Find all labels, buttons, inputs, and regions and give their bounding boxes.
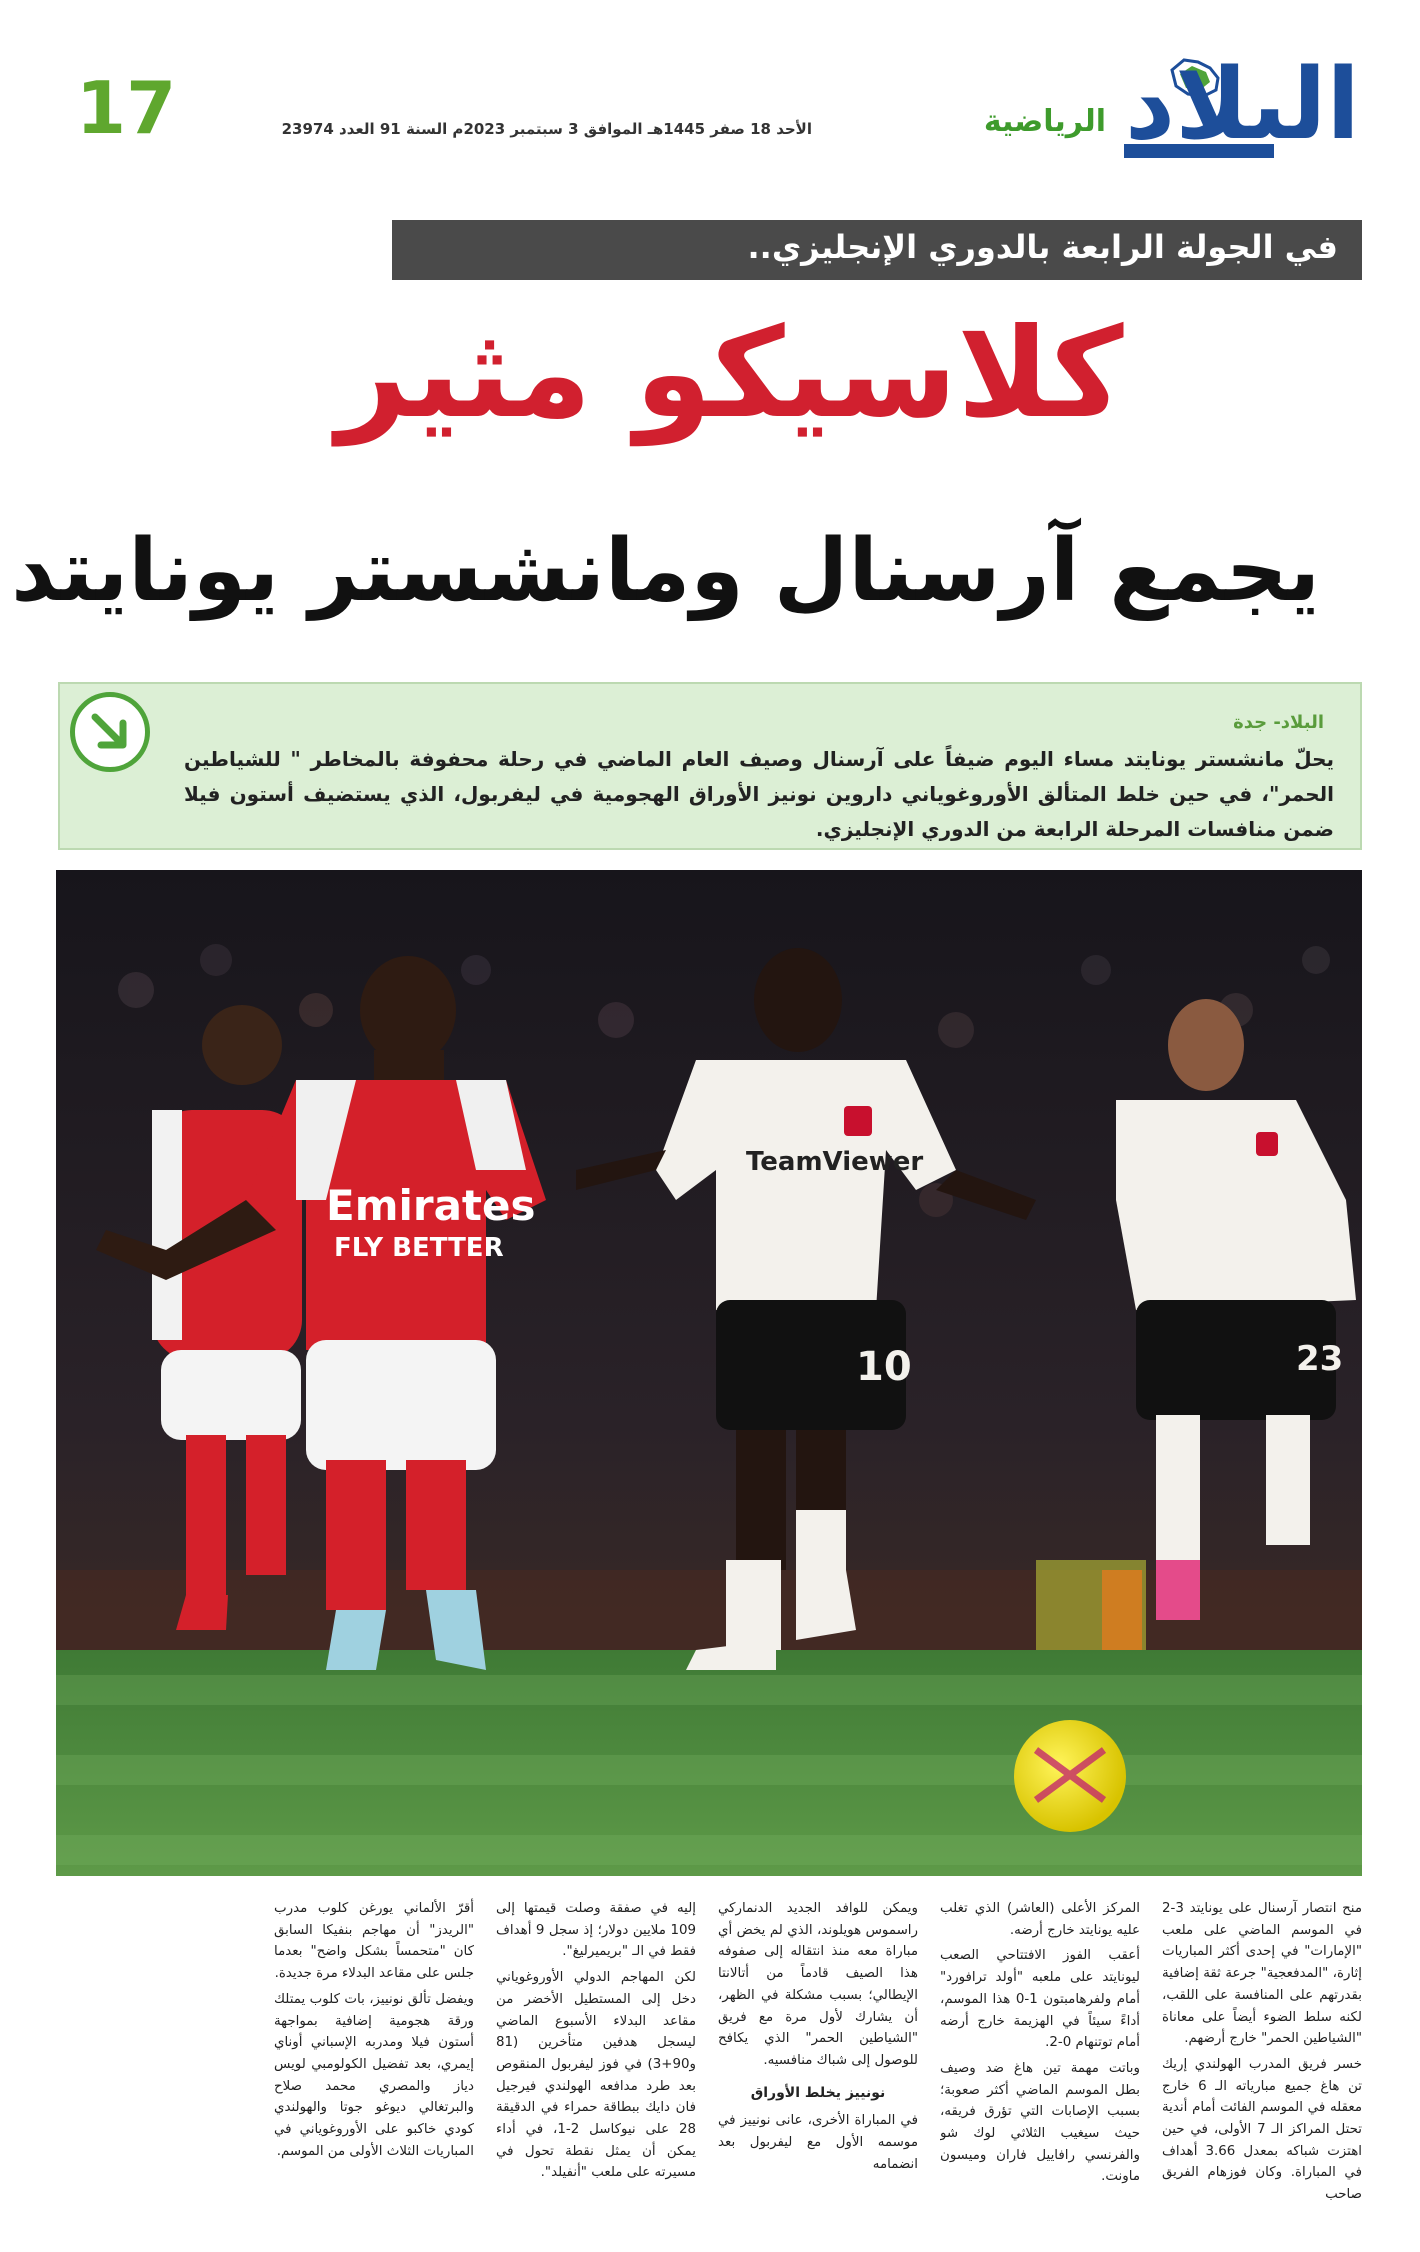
article-column-2 <box>940 1898 1140 2238</box>
paragraph: المركز الأعلى (العاشر) الذي تغلب عليه يونايتد خارج أرضه. <box>940 1901 1140 1938</box>
article-column-1 <box>1162 1898 1362 2238</box>
sub-headline: يجمع آرسنال ومانشستر يونايتد <box>11 521 1320 621</box>
byline: البلاد- جدة <box>1233 712 1324 733</box>
paragraph: منح انتصار آرسنال على يونايتد 3-2 في الموسم الماضي على ملعب "الإمارات" في إحدى أكثر المباريات إثارة، "المدفعجية" جرعة ثقة إضافية بقدرتهم على المنافسة على اللقب، لكنه سلط الضوء أيضاً على معاناة "الشياطين الحمر" خارج أرضهم. <box>1162 1901 1362 2047</box>
paragraph: في المباراة الأخرى، عانى نونييز في موسمه الأول مع ليفربول بعد انضمامه <box>718 2113 918 2172</box>
right-player-shirt-number: 23 <box>1296 1339 1344 1379</box>
kicker-bar: في الجولة الرابعة بالدوري الإنجليزي.. <box>392 220 1362 280</box>
paragraph: وباتت مهمة تين هاغ ضد وصيف بطل الموسم الماضي أكثر صعوبة؛ بسبب الإصابات التي تؤرق فريقه، حيث سيغيب الثلاثي لوك شو والفرنسي رافاييل فاران وميسون ماونت. <box>940 2060 1140 2185</box>
arsenal-sponsor-subtext: FLY BETTER <box>334 1233 504 1263</box>
paragraph: إليه في صفقة وصلت قيمتها إلى 109 ملايين دولار؛ إذ سجل 9 أهداف فقط في الـ "بريميرليغ". <box>496 1901 696 1960</box>
article-column-3 <box>718 1898 918 2238</box>
newspaper-logo <box>1122 48 1360 166</box>
section-name: الرياضية <box>983 104 1106 139</box>
arsenal-sponsor-text: Emirates <box>326 1181 536 1230</box>
arrow-down-right-icon <box>70 692 150 772</box>
issue-date-line: الأحد 18 صفر 1445هـ الموافق 3 سبتمبر 2023م السنة 91 العدد 23974 <box>281 120 812 138</box>
rashford-shirt-number: 10 <box>856 1344 912 1390</box>
paragraph: أعقب الفوز الافتتاحي الصعب ليونايتد على ملعبه "أولد ترافورد" أمام ولفرهامبتون 1-0 هذا الموسم، أداءً سيئاً في الهزيمة خارج أرضه أمام توتنهام 0-2. <box>940 1948 1140 2051</box>
article-column-4 <box>496 1898 696 2238</box>
paragraph: خسر فريق المدرب الهولندي إريك تن هاغ جميع مبارياته الـ 6 خارج معقله في الموسم الفائت أمام أندية تحتل المراكز الـ 7 الأولى، في حين اهتزت شباكه بمعدل 3.66 أهداف في المباراة. وكان فوزهام الفريق صاحب <box>1162 2056 1362 2203</box>
logo-wordmark: البلاد <box>1124 48 1360 162</box>
intro-text: يحلّ مانشستر يونايتد مساء اليوم ضيفاً على آرسنال وصيف العام الماضي في رحلة محفوفة بالمخاطر " للشياطين الحمر"، في حين خلط المتألق الأوروغوياني داروين نونيز الأوراق الهجومية في ليفربول، الذي يستضيف أستون فيلا ضمن منافسات المرحلة الرابعة من الدوري الإنجليزي. <box>184 747 1334 841</box>
paragraph: ويمكن للوافد الجديد الدنماركي راسموس هويلوند، الذي لم يخض أي مباراة معه منذ انتقاله إلى صفوفه هذا الصيف قادماً من أتالانتا الإيطالي؛ بسبب مشكلة في الظهر، أن يشارك لأول مرة مع فريق "الشياطين الحمر" الذي يكافح للوصول إلى شباك منافسيه. <box>718 1901 918 2068</box>
page-number: 17 <box>76 66 177 150</box>
main-headline: كلاسيكو مثير <box>336 302 1124 446</box>
united-sponsor-text: TeamViewer <box>746 1147 924 1177</box>
article-column-5 <box>274 1898 474 2238</box>
paragraph: أقرّ الألماني يورغن كلوب مدرب "الريدز" أن مهاجم بنفيكا السابق كان "متحمساً بشكل واضح" بعدما جلس على مقاعد البدلاء مرة جديدة. <box>274 1901 474 1982</box>
paragraph: لكن المهاجم الدولي الأوروغوياني دخل إلى المستطيل الأخضر من مقاعد البدلاء الأسبوع الماضي ليسجل هدفين متأخرين (81 و90+3) في فوز ليفربول المنقوص بعد طرد مدافعه الهولندي فيرجيل فان دايك ببطاقة حمراء في الدقيقة 28 على نيوكاسل 2-1، في أداء يمكن أن يمثل نقطة تحول في مسيرته على ملعب "أنفيلد". <box>496 1970 696 2181</box>
intro-box <box>58 682 1362 850</box>
article-body <box>58 1898 1362 2238</box>
section-subheading: نونييز يخلط الأوراق <box>750 2084 886 2101</box>
match-photo <box>56 870 1362 1876</box>
paragraph: ويفضل تألق نونييز، بات كلوب يمتلك ورقة هجومية إضافية بمواجهة أستون فيلا ومدربه الإسباني أوناي إيمري، بعد تفضيل الكولومبي لويس دياز والمصري محمد صلاح والبرتغالي ديوغو جوتا والهولندي كودي خاكبو على الأوروغوياني في المباريات الثلاث الأولى من الموسم. <box>274 1991 474 2159</box>
